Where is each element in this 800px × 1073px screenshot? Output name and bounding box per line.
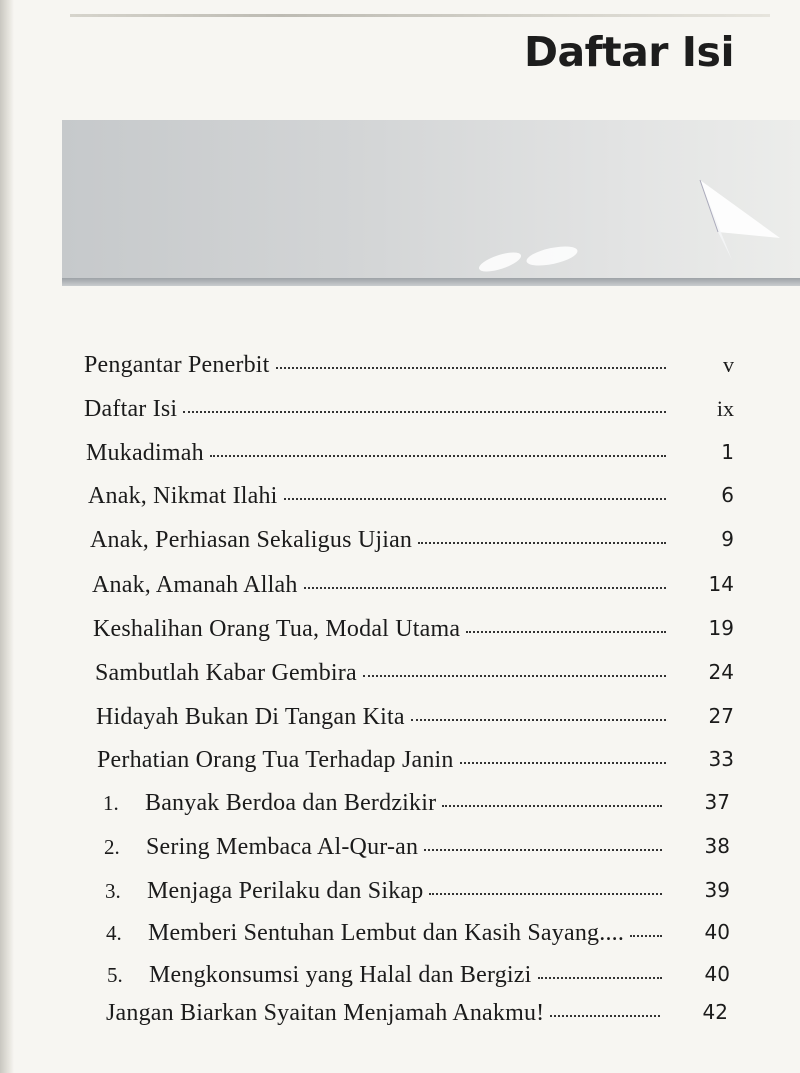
toc-entry xyxy=(84,352,734,386)
toc-entry xyxy=(103,790,730,824)
toc-entry-page: 42 xyxy=(702,1000,728,1024)
toc-entry-page: v xyxy=(723,352,734,377)
dot-leader xyxy=(411,713,666,721)
toc-entry-title: Sambutlah Kabar Gembira xyxy=(95,660,357,686)
toc-entry xyxy=(84,396,734,430)
toc-entry-title: Perhatian Orang Tua Terhadap Janin xyxy=(97,747,454,773)
toc-entry-page: 24 xyxy=(708,660,734,684)
toc-entry-page: 39 xyxy=(704,878,730,902)
dot-leader xyxy=(210,449,666,457)
toc-entry-number: 1. xyxy=(103,791,119,815)
toc-entry-number: 4. xyxy=(106,921,122,945)
toc-entry-title: Banyak Berdoa dan Berdzikir xyxy=(145,790,437,816)
page-title: Daftar Isi xyxy=(523,28,734,76)
dot-leader xyxy=(630,929,662,937)
dot-leader xyxy=(424,843,662,851)
dot-leader xyxy=(276,361,666,369)
toc-entry-page: 40 xyxy=(704,920,730,944)
toc-entry-title: Menjaga Perilaku dan Sikap xyxy=(147,878,424,904)
toc-entry-page: 1 xyxy=(721,440,734,464)
dot-leader xyxy=(363,669,666,677)
toc-entry-number: 5. xyxy=(107,963,123,987)
dot-leader xyxy=(183,405,666,413)
dot-leader xyxy=(550,1009,660,1017)
toc-entry xyxy=(86,440,734,474)
toc-entry-title: Keshalihan Orang Tua, Modal Utama xyxy=(93,616,461,642)
dot-leader xyxy=(460,756,666,764)
toc-entry-page: 40 xyxy=(704,962,730,986)
toc-entry xyxy=(97,747,734,781)
toc-entry-page: 37 xyxy=(704,790,730,814)
toc-entry-page: 19 xyxy=(708,616,734,640)
dot-leader xyxy=(538,971,663,979)
toc-entry-page: 27 xyxy=(708,704,734,728)
toc-entry xyxy=(106,920,730,954)
toc-entry-title: Hidayah Bukan Di Tangan Kita xyxy=(96,704,405,730)
toc-entry-title: Mukadimah xyxy=(86,440,204,466)
toc-entry-title: Memberi Sentuhan Lembut dan Kasih Sayang.... xyxy=(148,920,625,946)
dot-leader xyxy=(418,536,666,544)
dot-leader xyxy=(284,492,666,500)
toc-entry xyxy=(90,527,734,561)
toc-entry-page: 14 xyxy=(708,572,734,596)
dot-leader xyxy=(466,625,666,633)
toc-entry xyxy=(106,1000,728,1034)
toc-entry xyxy=(107,962,730,996)
toc-entry-title: Mengkonsumsi yang Halal dan Bergizi xyxy=(149,962,532,988)
toc-entry-page: 6 xyxy=(721,483,734,507)
toc-entry-page: 38 xyxy=(704,834,730,858)
dot-leader xyxy=(304,581,666,589)
toc-entry xyxy=(95,660,734,694)
toc-entry xyxy=(93,616,734,650)
toc-entry-page: 9 xyxy=(721,527,734,551)
toc-entry-title: Jangan Biarkan Syaitan Menjamah Anakmu! xyxy=(106,1000,545,1026)
toc-entry-page: ix xyxy=(716,396,734,421)
toc-entry-page: 33 xyxy=(708,747,734,771)
toc-entry xyxy=(96,704,734,738)
dot-leader xyxy=(442,799,662,807)
toc-entry-number: 2. xyxy=(104,835,120,859)
toc-entry-title: Pengantar Penerbit xyxy=(84,352,270,378)
toc-entry-title: Sering Membaca Al-Qur-an xyxy=(146,834,419,860)
dot-leader xyxy=(429,887,662,895)
toc-entry xyxy=(105,878,730,912)
toc-entry-title: Anak, Amanah Allah xyxy=(92,572,298,598)
toc-entry xyxy=(104,834,730,868)
toc-entry xyxy=(92,572,734,606)
toc-entry-title: Daftar Isi xyxy=(84,396,178,422)
toc-entry-number: 3. xyxy=(105,879,121,903)
toc-entry-title: Anak, Nikmat Ilahi xyxy=(88,483,278,509)
toc-entry-title: Anak, Perhiasan Sekaligus Ujian xyxy=(90,527,413,553)
toc-entry xyxy=(88,483,734,517)
